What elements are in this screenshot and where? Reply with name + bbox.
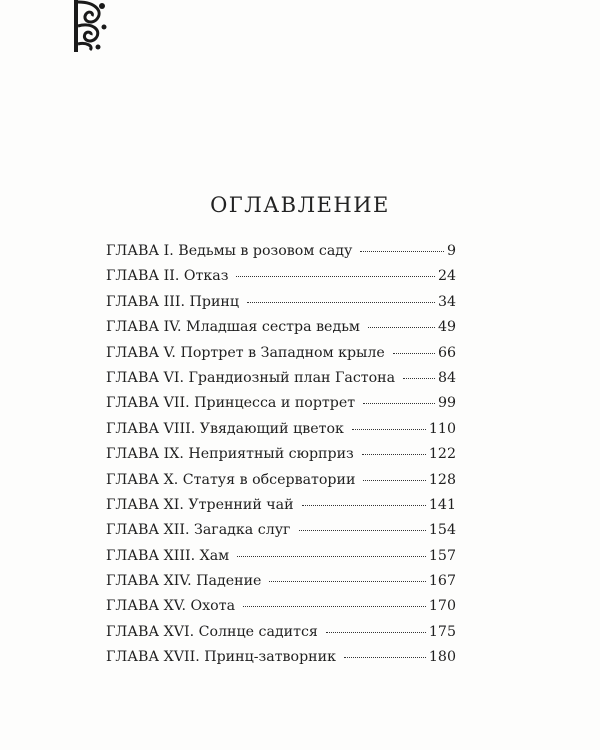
toc-entry [106,649,456,674]
page-number: 170 [428,598,456,615]
chapter-title: ГЛАВА II. Отказ [106,268,229,285]
chapter-title: ГЛАВА I. Ведьмы в розовом саду [106,243,353,259]
dot-leader [247,301,435,303]
toc-entry [106,573,456,598]
dot-leader [352,428,426,430]
table-of-contents [106,243,456,675]
chapter-title: ГЛАВА XIII. Хам [106,547,230,564]
page-number: 167 [428,573,456,590]
dot-leader [237,555,426,557]
dot-leader [236,275,435,277]
page-number: 24 [437,268,456,285]
toc-entry [106,395,456,420]
chapter-title: ГЛАВА IX. Неприятный сюрприз [106,446,354,463]
toc-entry [106,294,456,319]
dot-leader [326,631,426,633]
dot-leader [269,580,425,582]
dot-leader [363,479,425,481]
toc-entry [106,522,456,547]
dot-leader [302,504,426,506]
dot-leader [243,605,426,607]
toc-entry [106,548,456,573]
dot-leader [344,656,426,658]
chapter-title: ГЛАВА III. Принц [106,293,239,310]
dot-leader [393,352,435,354]
chapter-title: ГЛАВА IV. Младшая сестра ведьм [106,319,360,336]
page-number: 157 [428,547,456,564]
page-number: 66 [437,344,456,361]
chapter-title: ГЛАВА X. Статуя в обсерватории [106,471,356,488]
toc-entry [106,370,456,395]
toc-entry [106,598,456,623]
toc-entry [106,243,456,268]
toc-entry [106,421,456,446]
page-number: 180 [428,649,456,666]
toc-entry [106,319,456,344]
chapter-title: ГЛАВА VI. Грандиозный план Гастона [106,369,396,386]
dot-leader [360,250,444,252]
dot-leader [368,326,435,328]
page-number: 141 [428,496,456,513]
page-number: 154 [428,522,456,539]
page-number: 99 [437,395,456,412]
chapter-title: ГЛАВА VIII. Увядающий цветок [106,420,344,437]
toc-entry [106,268,456,293]
page-number: 49 [437,319,456,336]
page-number: 34 [437,293,456,310]
chapter-title: ГЛАВА XVII. Принц-затворник [106,649,336,666]
page-number: 122 [428,446,456,463]
dot-leader [403,377,435,379]
dot-leader [299,529,426,531]
toc-entry [106,446,456,471]
page-number: 175 [428,623,456,640]
page-title: ОГЛАВЛЕНИЕ [210,193,390,217]
chapter-title: ГЛАВА XI. Утренний чай [106,496,294,513]
chapter-title: ГЛАВА XII. Загадка слуг [106,522,291,539]
chapter-title: ГЛАВА V. Портрет в Западном крыле [106,344,385,361]
dot-leader [362,453,426,455]
corner-ornament-icon [74,0,110,52]
dot-leader [363,402,435,404]
page-number: 110 [428,420,456,437]
page-number: 9 [446,243,456,259]
toc-entry [106,624,456,649]
toc-entry [106,345,456,370]
page-number: 84 [437,369,456,386]
toc-entry [106,497,456,522]
chapter-title: ГЛАВА XVI. Солнце садится [106,623,318,640]
chapter-title: ГЛАВА XIV. Падение [106,573,262,590]
chapter-title: ГЛАВА VII. Принцесса и портрет [106,395,356,412]
chapter-title: ГЛАВА XV. Охота [106,598,236,615]
toc-entry [106,472,456,497]
page-number: 128 [428,471,456,488]
